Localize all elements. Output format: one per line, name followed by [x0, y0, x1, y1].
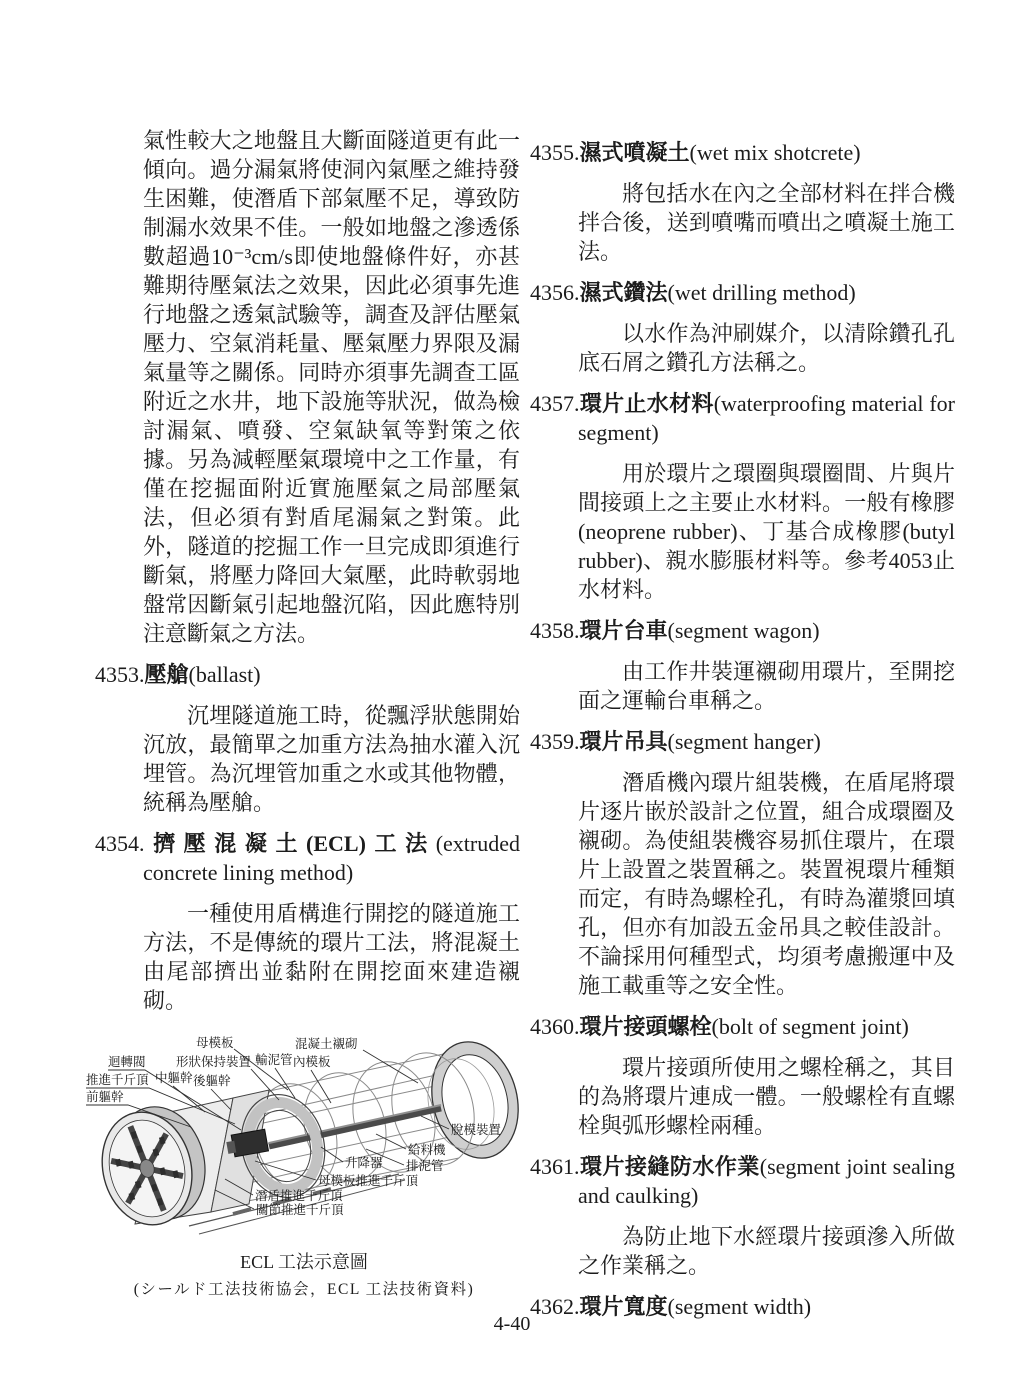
continuation-paragraph: 氣性較大之地盤且大斷面隧道更有此一傾向。過分漏氣將使洞內氣壓之維持發生困難，使潛盾下部氣壓不足，導致防制漏水效果不佳。一般如地盤之滲透係數超過10⁻³cm/s即使地盤條件好，亦甚難期待壓氣法之效果，因此必須事先進行地盤之透氣試驗等，調查及評估壓氣壓力、空氣消耗量、壓氣壓力界限及漏氣量等之關係。同時亦須事先調查工區附近之水井，地下設施等狀況，做為檢討漏氣、噴發、空氣缺氧等對策之依據。另為減輕壓氣環境中之工作量，有僅在挖掘面附近實施壓氣之局部壓氣法，但必須有對盾尾漏氣之對策。此外，隧道的挖掘工作一旦完成即須進行斷氣，將壓力降回大氣壓，此時軟弱地盤常因斷氣引起地盤沉陷，因此應特別注意斷氣之方法。 — [143, 128, 520, 646]
entry-4358 — [530, 616, 955, 715]
entry-4354-body: 一種使用盾構進行開挖的隧道施工方法，不是傳統的環片工法，將混凝土由尾部擠出並黏附在開挖面來建造襯砌。 — [143, 901, 520, 1013]
entry-4354-heading — [95, 829, 520, 887]
entry-4353-body: 沉埋隧道施工時，從飄浮狀態開始沉放，最簡單之加重方法為抽水灌入沉埋管。為沉埋管加重之水或其他物體，統稱為壓艙。 — [143, 703, 520, 815]
entry-4354 — [95, 829, 520, 1015]
entry-number: 4361. — [530, 1154, 580, 1179]
left-column — [95, 126, 520, 1015]
entry-english: (ballast) — [188, 662, 261, 687]
entry-english: (wet mix shotcrete) — [689, 140, 861, 165]
entry-4356-body: 以水作為沖刷媒介，以清除鑽孔孔底石屑之鑽孔方法稱之。 — [578, 321, 955, 375]
label-shield-thrust-jack: 潛盾推進千斤頂 — [255, 1189, 343, 1203]
entry-number: 4358. — [530, 618, 580, 643]
entry-term: 壓艙 — [144, 662, 189, 687]
entry-4361-body: 為防止地下水經環片接頭滲入所做之作業稱之。 — [578, 1224, 955, 1278]
entry-term: 環片寬度 — [579, 1294, 668, 1319]
figure-source: (シールド工法技術協会，ECL 工法技術資料) — [133, 1281, 475, 1298]
right-column — [530, 126, 955, 1321]
entry-4360-body: 環片接頭所使用之螺栓稱之，其目的為將環片連成一體。一般螺栓有直螺栓與弧形螺栓兩種。 — [578, 1055, 955, 1138]
entry-4355-heading — [530, 138, 955, 167]
label-slurry-discharge-pipe: 排泥管 — [406, 1159, 444, 1173]
label-concrete-lining: 混凝土襯砌 — [295, 1037, 358, 1051]
ecl-machine-diagram — [83, 1028, 525, 1243]
entry-english: (segment joint sealing and caulking) — [578, 1154, 955, 1208]
figure-caption: ECL 工法示意圖 — [240, 1252, 368, 1272]
entry-english: (wet drilling method) — [667, 280, 856, 305]
entry-4353-heading — [95, 660, 520, 689]
entry-term: 環片吊具 — [579, 729, 668, 754]
entry-number: 4359. — [530, 729, 580, 754]
entry-term: 環片台車 — [579, 618, 668, 643]
entry-4355 — [530, 138, 955, 266]
entry-term: 環片接縫防水作業 — [579, 1154, 760, 1179]
entry-4357-heading — [530, 389, 955, 447]
entry-english: (segment hanger) — [667, 729, 821, 754]
entry-4356-heading — [530, 278, 955, 307]
entry-4358-body: 由工作井裝運襯砌用環片，至開挖面之運輸台車稱之。 — [578, 659, 955, 713]
entry-4359-body: 潛盾機內環片組裝機，在盾尾將環片逐片嵌於設計之位置，組合成環圈及襯砌。為使組裝機容易抓住環片，在環片上設置之裝置稱之。裝置視環片種類而定，有時為螺栓孔，有時為灌漿回填孔，但亦有加設五金吊具之較佳設計。不論採用何種型式，均須考慮搬運中及施工載重等之安全性。 — [578, 770, 955, 998]
entry-4357-body: 用於環片之環圈與環圈間、片與片間接頭上之主要止水材料。一般有橡膠(neoprene rubber)、丁基合成橡膠(butyl rubber)、親水膨脹材料等。參考4053止水材料。 — [578, 461, 955, 602]
entry-4355-body: 將包括水在內之全部材料在拌合機拌合後，送到噴嘴而噴出之噴凝土施工法。 — [578, 181, 955, 264]
entry-4357 — [530, 389, 955, 604]
label-middle-body: 中軀幹 — [155, 1071, 193, 1085]
entry-english: (extruded concrete lining method) — [143, 831, 520, 885]
entry-number: 4354. — [95, 831, 145, 856]
label-feeder: 給料機 — [408, 1143, 446, 1157]
label-lifter: 升降器 — [345, 1156, 383, 1170]
label-slurry-feed-pipe: 輸泥管 — [255, 1053, 293, 1067]
label-rotary-valve: 迴轉閥 — [108, 1055, 146, 1069]
label-inner-form: 內模板 — [293, 1055, 331, 1069]
ecl-figure — [83, 1028, 525, 1299]
entry-4353 — [95, 660, 520, 817]
label-articulation-thrust-jack: 關節推進千斤頂 — [256, 1203, 344, 1217]
entry-term: 濕式鑽法 — [579, 280, 668, 305]
entry-english: (segment wagon) — [667, 618, 820, 643]
label-mother-form-thrust-jack: 母模板推進千斤頂 — [318, 1174, 419, 1188]
entry-english: (bolt of segment joint) — [711, 1014, 909, 1039]
entry-term: 環片止水材料 — [579, 391, 714, 416]
label-mother-form: 母模板 — [196, 1036, 234, 1050]
entry-term: 環片接頭螺栓 — [579, 1014, 712, 1039]
entry-number: 4360. — [530, 1014, 580, 1039]
entry-term: 濕式噴凝土 — [579, 140, 690, 165]
entry-english: (segment width) — [667, 1294, 812, 1319]
entry-term: 擠壓混凝土(ECL)工法 — [144, 831, 436, 856]
entry-4360-heading — [530, 1012, 955, 1041]
entry-number: 4356. — [530, 280, 580, 305]
label-rear-body: 後軀幹 — [193, 1074, 231, 1088]
entry-number: 4362. — [530, 1294, 580, 1319]
page-number: 4-40 — [493, 1313, 531, 1335]
entry-4361 — [530, 1152, 955, 1280]
label-thrust-jack: 推進千斤頂 — [86, 1073, 149, 1087]
entry-4358-heading — [530, 616, 955, 645]
label-demoulding-device: 脫模裝置 — [451, 1123, 502, 1137]
entry-4359 — [530, 727, 955, 1000]
label-front-body: 前軀幹 — [86, 1090, 124, 1104]
entry-english: (waterproofing material for segment) — [578, 391, 955, 445]
entry-number: 4355. — [530, 140, 580, 165]
entry-4359-heading — [530, 727, 955, 756]
entry-number: 4357. — [530, 391, 580, 416]
entry-4360 — [530, 1012, 955, 1140]
entry-4356 — [530, 278, 955, 377]
entry-4361-heading — [530, 1152, 955, 1210]
label-shape-keeping-device: 形狀保持裝置 — [176, 1055, 252, 1069]
entry-number: 4353. — [95, 662, 145, 687]
